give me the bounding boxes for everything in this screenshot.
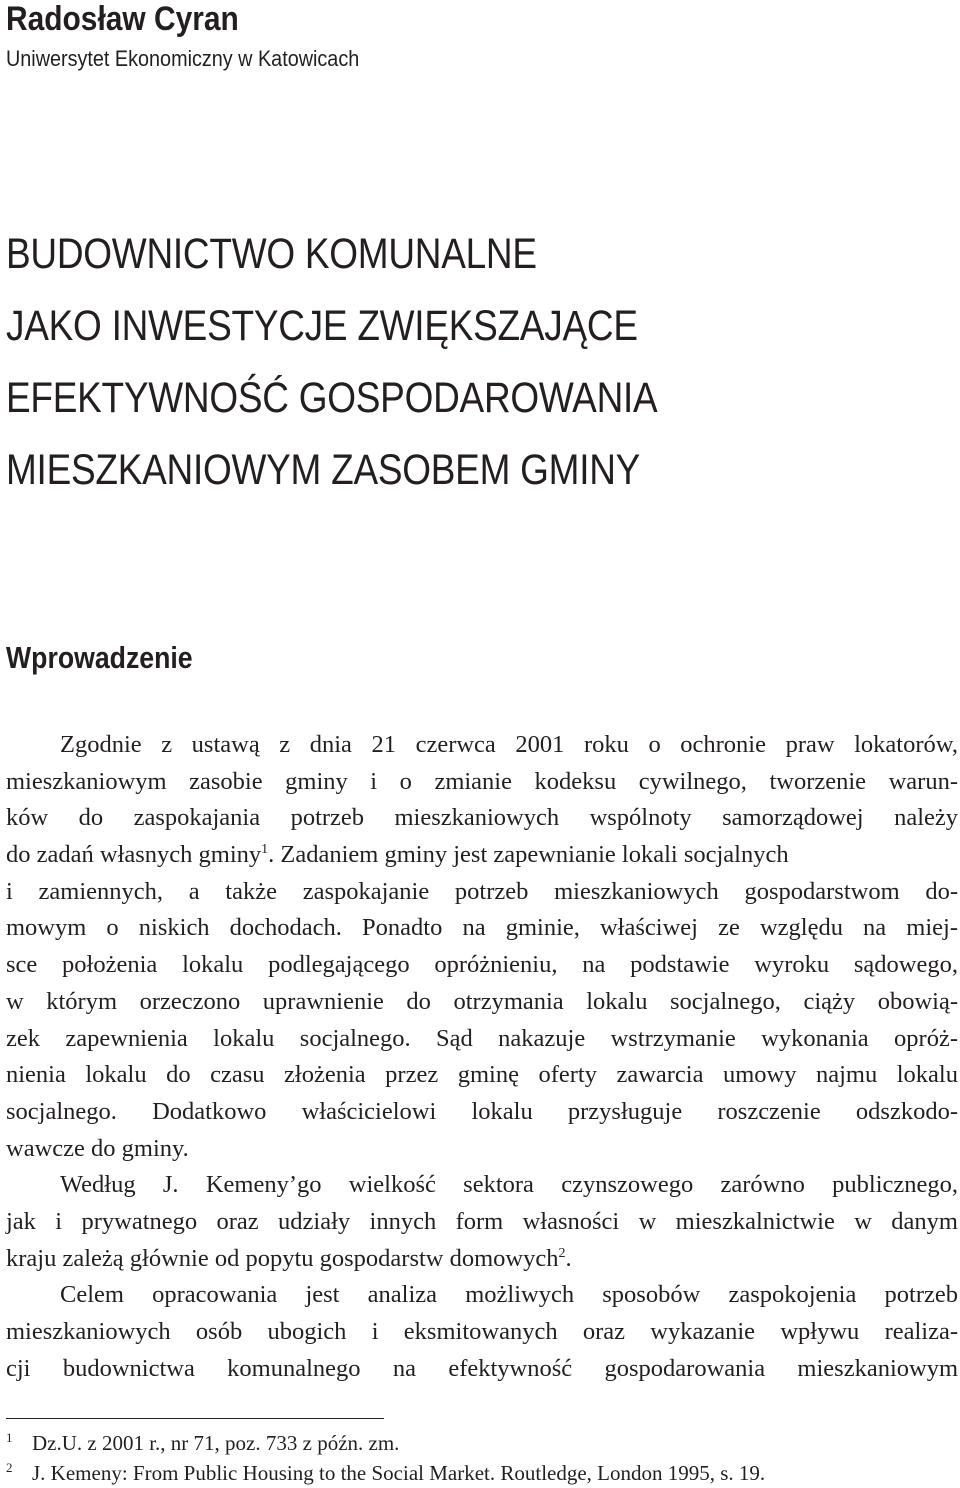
footnote-ref[interactable]: 2 [558,1245,566,1261]
paragraph-1 [6,727,958,1167]
title-line: JAKO INWESTYCJE ZWIĘKSZAJĄCE [6,302,638,350]
footnote-text: Dz.U. z 2001 r., nr 71, poz. 733 z późn. zm. [32,1431,400,1455]
text-line: mowym o niskich dochodach. Ponadto na gminie, właściwej ze względu na miej- [6,914,958,942]
text-fragment: kraju zależą głównie od popytu gospodarstw domowych [6,1244,559,1272]
title-line: EFEKTYWNOŚĆ GOSPODAROWANIA [6,374,658,422]
text-line [6,1241,958,1278]
text-line: socjalnego. Dodatkowo właścicielowi lokalu przysługuje roszczenie odszkodo- [6,1097,958,1125]
text-line: Celem opracowania jest analiza możliwych sposobów zaspokojenia potrzeb [60,1281,958,1309]
text-line: mieszkaniowym zasobie gminy i o zmianie kodeksu cywilnego, tworzenie warun- [6,767,958,795]
text-line: wawcze do gminy. [6,1134,189,1162]
text-line: Zgodnie z ustawą z dnia 21 czerwca 2001 roku o ochronie praw lokatorów, [60,731,958,758]
text-line: jak i prywatnego oraz udziały innych form własności w mieszkalnictwie w danym [6,1207,958,1235]
text-line: mieszkaniowych osób ubogich i eksmitowanych oraz wykazanie wpływu realiza- [6,1318,958,1345]
footnote-divider [6,1418,384,1419]
author-affiliation: Uniwersytet Ekonomiczny w Katowicach [6,46,360,71]
text-line: w którym orzeczono uprawnienie do otrzymania lokalu socjalnego, ciąży obowią- [6,987,958,1015]
footnote: 2 J. Kemeny: From Public Housing to the Social Market. Routledge, London 1995, s. 19. [6,1460,766,1485]
section-heading: Wprowadzenie [6,640,193,675]
paper-title [6,218,960,506]
title-line: MIESZKANIOWYM ZASOBEM GMINY [6,446,641,494]
text-line: zek zapewnienia lokalu socjalnego. Sąd nakazuje wstrzymanie wykonania opróż- [6,1024,958,1052]
paragraph-2 [6,1167,958,1277]
footnotes [6,1428,958,1488]
text-line: Według J. Kemeny’go wielkość sektora czynszowego zarówno publicznego, [60,1171,958,1199]
paragraph-3 [6,1277,958,1387]
footnote: 1 Dz.U. z 2001 r., nr 71, poz. 733 z późn. zm. [6,1430,400,1455]
author-name: Radosław Cyran [6,0,239,38]
text-line: sce położenia lokalu podlegającego opróżnieniu, na podstawie wyroku sądowego, [6,951,958,979]
text-fragment: . [565,1244,572,1272]
body-text [6,727,958,1387]
text-fragment: . Zadaniem gminy jest zapewnianie lokali socjalnych [268,841,789,869]
footnote-text: J. Kemeny: From Public Housing to the Social Market. Routledge, London 1995, s. 19. [32,1461,766,1485]
text-fragment: do zadań własnych gminy [6,841,262,869]
text-line [6,837,958,874]
footnote-ref[interactable]: 1 [261,842,269,858]
title-line: BUDOWNICTWO KOMUNALNE [6,230,537,278]
text-line: i zamiennych, a także zaspokajanie potrzeb mieszkaniowych gospodarstwom do- [6,877,958,905]
text-line: cji budownictwa komunalnego na efektywność gospodarowania mieszkaniowym [6,1354,958,1382]
text-line: nienia lokalu do czasu złożenia przez gminę oferty zawarcia umowy najmu lokalu [6,1061,958,1089]
text-line: ków do zaspokajania potrzeb mieszkaniowych wspólnoty samorządowej należy [6,804,958,832]
